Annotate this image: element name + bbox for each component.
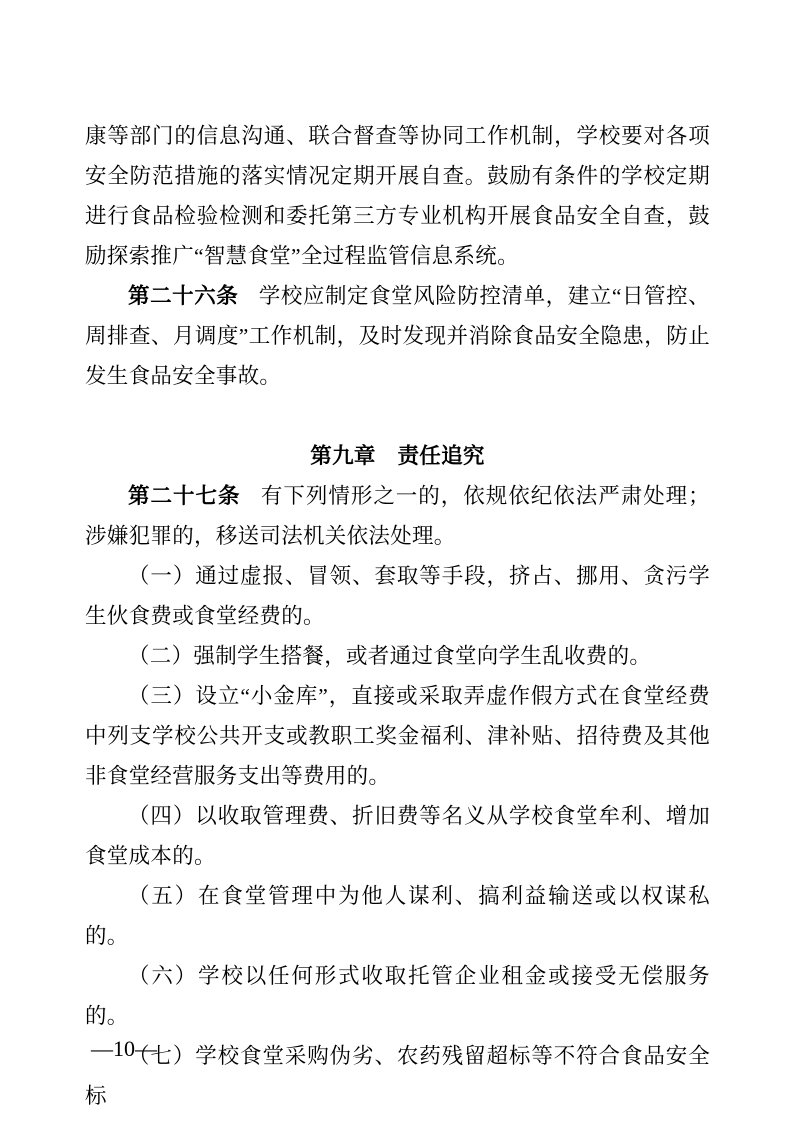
- paragraph-article-26: [85, 276, 710, 396]
- article-26-text: 学校应制定食堂风险防控清单，建立“日管控、周排查、月调度”工作机制，及时发现并消除食品安全隐患，防止发生食品安全事故。: [85, 284, 710, 388]
- paragraph-continuation: 康等部门的信息沟通、联合督查等协同工作机制，学校要对各项安全防范措施的落实情况定期开展自查。鼓励有条件的学校定期进行食品检验检测和委托第三方专业机构开展食品安全自查，鼓励探索推广“智慧食堂”全过程监管信息系统。: [85, 124, 710, 268]
- paragraph-article-27: [85, 476, 710, 556]
- list-item-2: （二）强制学生搭餐，或者通过食堂向学生乱收费的。: [128, 644, 652, 668]
- article-27-text: 有下列情形之一的，依规依纪依法严肃处理；涉嫌犯罪的，移送司法机关依法处理。: [85, 484, 710, 548]
- list-item-6: （六）学校以任何形式收取托管企业租金或接受无偿服务的。: [85, 964, 710, 1028]
- list-item-7: （七）学校食堂采购伪劣、农药残留超标等不符合食品安全标: [85, 1044, 710, 1108]
- document-content: [85, 116, 710, 1116]
- chapter-9-heading: 第九章 责任追究: [310, 444, 485, 468]
- list-item-3: （三）设立“小金库”，直接或采取弄虚作假方式在食堂经费中列支学校公共开支或教职工奖金福利、津补贴、招待费及其他非食堂经营服务支出等费用的。: [85, 684, 710, 788]
- list-item-1: （一）通过虚报、冒领、套取等手段，挤占、挪用、贪污学生伙食费或食堂经费的。: [85, 564, 710, 628]
- article-27-number: 第二十七条: [128, 484, 241, 508]
- list-item-4: （四）以收取管理费、折旧费等名义从学校食堂牟利、增加食堂成本的。: [85, 804, 710, 868]
- article-26-number: 第二十六条: [128, 284, 239, 308]
- page-number: —10—: [91, 1036, 157, 1061]
- list-item-5: （五）在食堂管理中为他人谋利、搞利益输送或以权谋私的。: [85, 884, 710, 948]
